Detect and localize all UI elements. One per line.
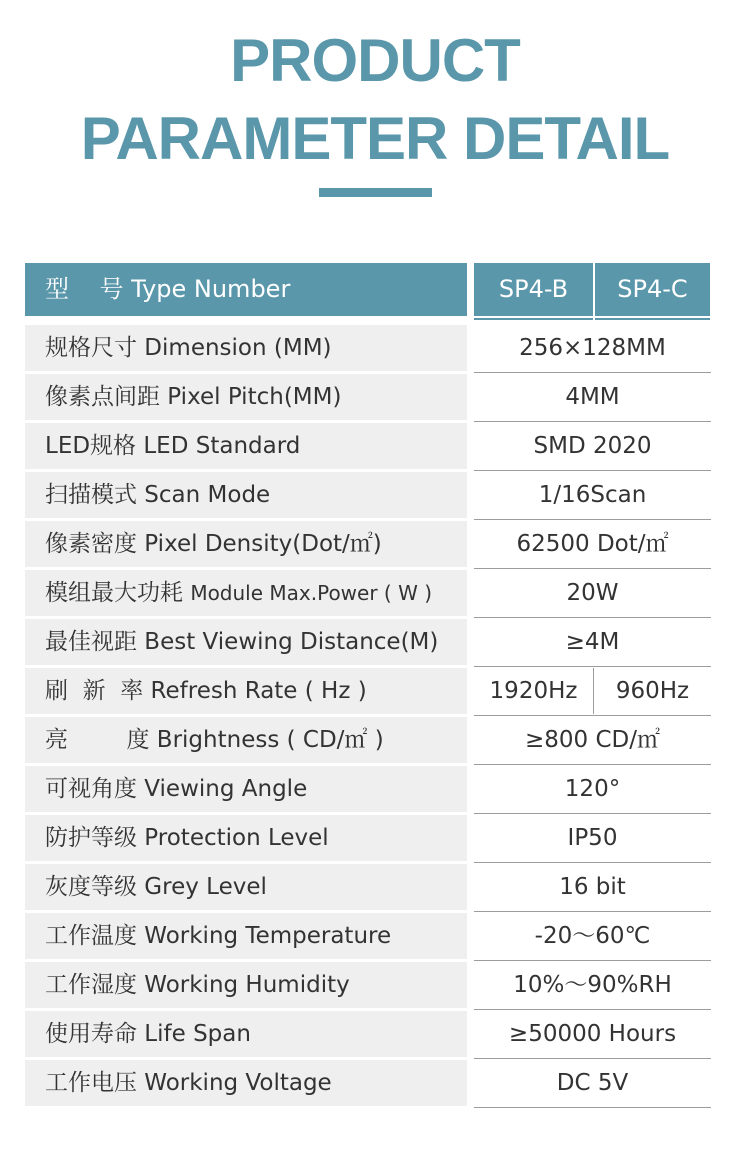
row-value: IP50 <box>567 825 618 851</box>
row-label: 像素密度 Pixel Density(Dot/㎡) <box>25 521 467 567</box>
row-value: 62500 Dot/㎡ <box>516 531 669 557</box>
row-divider <box>474 421 711 422</box>
header-accent-line <box>595 318 710 320</box>
header-accent-line <box>474 318 593 320</box>
row-divider <box>474 960 711 961</box>
row-label-cn: 模组最大功耗 <box>45 580 191 606</box>
row-value: ≥800 CD/㎡ <box>524 727 660 753</box>
table-row <box>25 1060 711 1106</box>
page-title-line2: PARAMETER DETAIL <box>80 105 670 172</box>
row-value: 20W <box>566 580 619 606</box>
row-value: ≥4M <box>565 629 620 655</box>
table-row <box>25 472 711 518</box>
table-row <box>25 766 711 812</box>
row-value: 120° <box>564 776 621 802</box>
title-underline <box>319 188 432 197</box>
row-divider <box>474 568 711 569</box>
table-row <box>25 423 711 469</box>
row-value-model-b: 1920Hz <box>489 678 578 704</box>
row-label: 刷 新 率 Refresh Rate ( Hz ) <box>25 668 467 714</box>
row-divider <box>474 617 711 618</box>
row-label: 灰度等级 Grey Level <box>25 864 467 910</box>
row-divider <box>474 862 711 863</box>
row-label: LED规格 LED Standard <box>25 423 467 469</box>
row-label: 亮 度 Brightness ( CD/㎡ ) <box>25 717 467 763</box>
page-title-line1: PRODUCT <box>230 27 520 94</box>
row-divider <box>474 372 711 373</box>
row-divider <box>474 1107 711 1108</box>
row-value: DC 5V <box>556 1070 629 1096</box>
row-value: 16 bit <box>559 874 626 900</box>
row-value: SMD 2020 <box>533 433 652 459</box>
row-label-en: Module Max.Power ( W ) <box>190 581 433 605</box>
table-row <box>25 374 711 420</box>
row-label: 工作湿度 Working Humidity <box>25 962 467 1008</box>
row-divider <box>474 519 711 520</box>
row-label <box>25 570 467 616</box>
row-label: 规格尺寸 Dimension (MM) <box>25 325 467 371</box>
table-row <box>25 717 711 763</box>
table-header-label: 型 号 Type Number <box>25 263 467 316</box>
row-label: 工作电压 Working Voltage <box>25 1060 467 1106</box>
table-row <box>25 962 711 1008</box>
table-row <box>25 521 711 567</box>
row-divider <box>474 764 711 765</box>
row-divider <box>474 666 711 667</box>
table-row <box>25 619 711 665</box>
table-row <box>25 325 711 371</box>
row-label: 可视角度 Viewing Angle <box>25 766 467 812</box>
row-divider <box>474 470 711 471</box>
table-row <box>25 668 711 714</box>
row-value: 1/16Scan <box>538 482 647 508</box>
row-label: 像素点间距 Pixel Pitch(MM) <box>25 374 467 420</box>
row-value-model-c: 960Hz <box>615 678 690 704</box>
table-row <box>25 815 711 861</box>
row-value: -20～60℃ <box>534 923 651 949</box>
row-value: 10%～90%RH <box>513 972 672 998</box>
row-label: 扫描模式 Scan Mode <box>25 472 467 518</box>
row-value: 4MM <box>565 384 620 410</box>
row-divider <box>474 1009 711 1010</box>
row-label: 最佳视距 Best Viewing Distance(M) <box>25 619 467 665</box>
row-divider <box>474 911 711 912</box>
table-header-model-c: SP4-C <box>595 263 710 316</box>
table-row <box>25 1011 711 1057</box>
row-value: ≥50000 Hours <box>508 1021 677 1047</box>
table-row <box>25 570 711 616</box>
row-label: 防护等级 Protection Level <box>25 815 467 861</box>
row-value: 256×128MM <box>519 335 666 361</box>
table-row <box>25 864 711 910</box>
table-header-model-b: SP4-B <box>474 263 593 316</box>
row-divider <box>474 1058 711 1059</box>
row-divider <box>474 813 711 814</box>
table-row <box>25 913 711 959</box>
row-label: 工作温度 Working Temperature <box>25 913 467 959</box>
row-divider <box>474 715 711 716</box>
row-label: 使用寿命 Life Span <box>25 1011 467 1057</box>
